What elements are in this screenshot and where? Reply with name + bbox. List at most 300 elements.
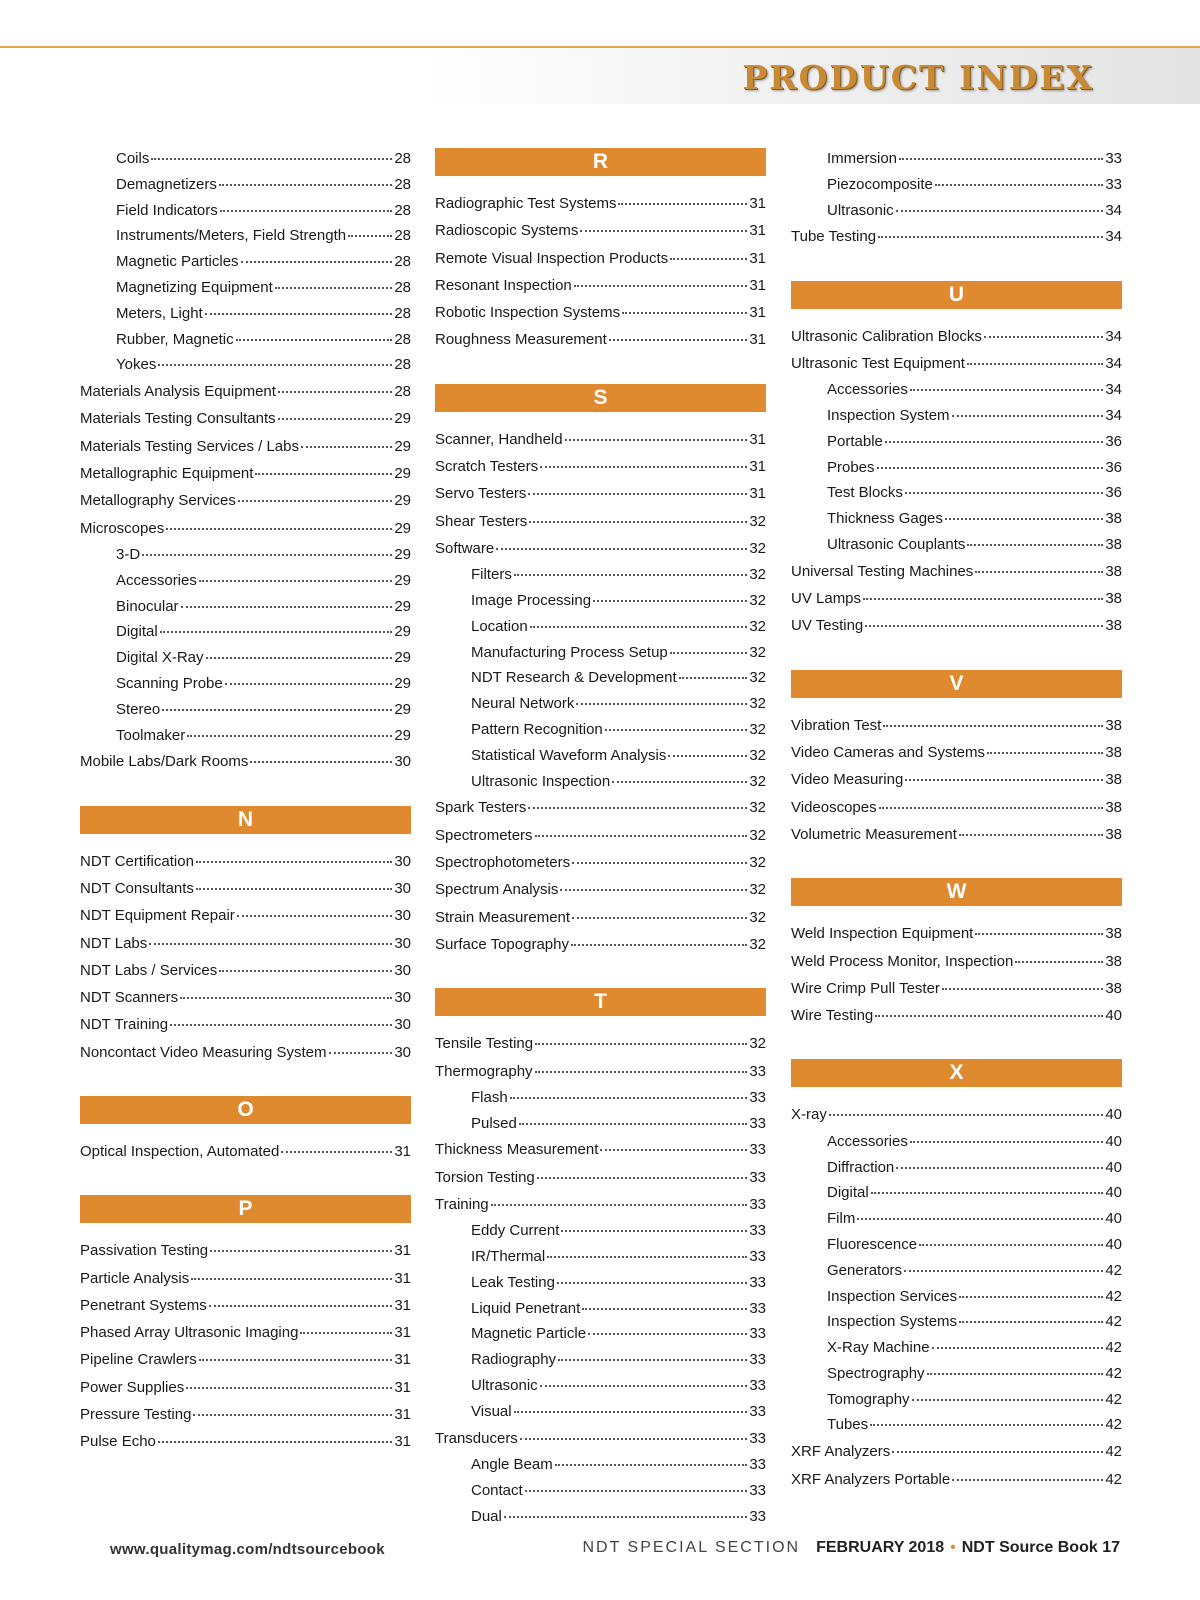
dot-leader [180,997,392,999]
dot-leader [896,210,1104,212]
dot-leader [878,236,1103,238]
entry-name: Inspection Services [827,1287,958,1305]
entry-page-number: 40 [1105,1235,1122,1253]
index-subentry [435,665,766,691]
index-entry [791,920,1122,947]
index-entry [791,1438,1122,1465]
entry-page-number: 32 [749,512,766,530]
footer-separator: • [950,1539,956,1556]
entry-page-number: 29 [394,545,411,563]
entry-name: Spectrum Analysis [435,881,559,899]
entry-page-number: 29 [394,465,411,483]
dot-leader [870,1424,1103,1426]
index-subentry [435,588,766,614]
dot-leader [142,554,392,556]
entry-page-number: 33 [749,1222,766,1240]
entry-name: Video Measuring [791,771,904,789]
dot-leader [942,988,1103,990]
entry-page-number: 28 [394,253,411,271]
dot-leader [535,835,748,837]
entry-name: Location [471,617,528,635]
index-subentry [791,377,1122,403]
entry-name: NDT Scanners [80,989,179,1007]
index-subentry [80,697,411,723]
dot-leader [605,729,748,731]
footer-date: FEBRUARY 2018 [816,1539,945,1556]
index-subentry [791,1129,1122,1155]
entry-page-number: 30 [394,961,411,979]
index-subentry [435,1270,766,1296]
entry-page-number: 32 [749,746,766,764]
dot-leader [896,1167,1103,1169]
index-entry [80,460,411,487]
entry-name: Probes [827,458,875,476]
index-subentry [80,301,411,327]
entry-page-number: 34 [1105,381,1122,399]
entry-page-number: 42 [1105,1313,1122,1331]
entry-name: Liquid Penetrant [471,1299,581,1317]
footer-section: NDT SPECIAL SECTION [582,1539,801,1556]
dot-leader [919,1244,1103,1246]
entry-name: IR/Thermal [471,1248,546,1266]
entry-name: Digital [116,623,158,641]
entry-page-number: 31 [749,458,766,476]
dot-leader [871,1192,1104,1194]
dot-leader [572,917,747,919]
dot-leader [967,363,1103,365]
index-subentry [435,1111,766,1137]
index-subentry [791,1387,1122,1413]
index-subentry [435,769,766,795]
entry-page-number: 38 [1105,536,1122,554]
section-header-p: P [80,1195,411,1223]
entry-name: Generators [827,1261,903,1279]
entry-name: NDT Consultants [80,879,194,897]
index-subentry [80,172,411,198]
index-entry [435,480,766,507]
entry-name: Radiographic Test Systems [435,195,617,212]
entry-page-number: 42 [1105,1443,1122,1461]
dot-leader [959,1321,1103,1323]
entry-name: 3-D [116,545,141,563]
entry-page-number: 32 [749,669,766,687]
entry-page-number: 30 [394,1016,411,1034]
entry-name: Pulse Echo [80,1433,156,1451]
dot-leader [612,781,747,783]
entry-name: Phased Array Ultrasonic Imaging [80,1324,299,1342]
entry-name: Wire Crimp Pull Tester [791,979,940,997]
entry-name: NDT Labs [80,934,148,952]
entry-page-number: 31 [394,1143,411,1160]
dot-leader [984,336,1103,338]
entry-page-number: 42 [1105,1470,1122,1488]
section-header-o: O [80,1096,411,1124]
entry-page-number: 31 [749,430,766,448]
entry-page-number: 28 [394,227,411,245]
dot-leader [149,943,392,945]
index-entry [80,1319,411,1346]
dot-leader [975,933,1103,935]
dot-leader [236,339,393,341]
entry-name: Pressure Testing [80,1406,192,1424]
index-subentry [80,249,411,275]
entry-page-number: 33 [749,1168,766,1186]
dot-leader [670,258,747,260]
index-entry [80,1346,411,1373]
entry-name: Wire Testing [791,1007,874,1025]
entry-page-number: 28 [394,278,411,296]
entry-name: NDT Training [80,1016,169,1034]
index-subentry [435,717,766,743]
entry-page-number: 28 [394,150,411,167]
entry-name: Materials Testing Services / Labs [80,437,299,455]
entry-page-number: 38 [1105,825,1122,843]
dot-leader [904,1270,1103,1272]
index-subentry [80,723,411,749]
entry-page-number: 42 [1105,1364,1122,1382]
entry-name: Ultrasonic Test Equipment [791,354,965,372]
entry-page-number: 31 [394,1324,411,1342]
section-header-t: T [435,988,766,1016]
index-entry [80,1039,411,1066]
entry-name: Microscopes [80,519,165,537]
entry-page-number: 31 [394,1433,411,1451]
index-entry [435,931,766,958]
entry-page-number: 28 [394,330,411,348]
dot-leader [158,1441,392,1443]
index-entry [80,378,411,405]
index-entry [435,904,766,931]
dot-leader [952,415,1104,417]
entry-page-number: 38 [1105,562,1122,580]
index-subentry [791,506,1122,532]
entry-name: Digital [827,1184,869,1202]
entry-page-number: 32 [749,935,766,953]
entry-page-number: 38 [1105,510,1122,528]
entry-name: Tubes [827,1416,869,1434]
index-subentry [791,1335,1122,1361]
index-subentry [435,1504,766,1530]
index-subentry [791,1309,1122,1335]
entry-name: X-Ray Machine [827,1339,930,1357]
entry-page-number: 30 [394,852,411,870]
entry-name: X-ray [791,1106,827,1124]
index-entry [791,323,1122,350]
dot-leader [959,834,1103,836]
entry-page-number: 32 [749,539,766,557]
entry-page-number: 33 [749,1088,766,1106]
dot-leader [241,261,393,263]
entry-page-number: 33 [749,1273,766,1291]
dot-leader [558,1359,747,1361]
entry-page-number: 31 [394,1378,411,1396]
index-entry [791,794,1122,821]
entry-page-number: 31 [394,1269,411,1287]
entry-page-number: 28 [394,304,411,322]
entry-page-number: 29 [394,597,411,615]
index-entry [435,1030,766,1057]
dot-leader [225,683,393,685]
entry-page-number: 33 [749,1351,766,1369]
entry-page-number: 31 [749,304,766,322]
dot-leader [600,1149,747,1151]
section-header-r: R [435,148,766,176]
footer-url[interactable]: www.qualitymag.com/ndtsourcebook [110,1541,385,1558]
entry-name: NDT Certification [80,852,194,870]
entry-page-number: 28 [394,175,411,193]
dot-leader [191,1278,392,1280]
index-subentry [80,645,411,671]
index-entry [80,433,411,460]
dot-leader [187,735,392,737]
entry-page-number: 33 [749,1325,766,1343]
dot-leader [829,1114,1103,1116]
dot-leader [528,493,747,495]
index-entry [80,405,411,432]
index-subentry [435,691,766,717]
index-entry [80,1401,411,1428]
dot-leader [857,1218,1103,1220]
entry-page-number: 40 [1105,1007,1122,1025]
dot-leader [540,466,747,468]
entry-name: Universal Testing Machines [791,562,974,580]
index-subentry [80,327,411,353]
entry-page-number: 29 [394,726,411,744]
index-entry [435,849,766,876]
dot-leader [219,970,392,972]
entry-name: Mobile Labs/Dark Rooms [80,753,249,771]
dot-leader [496,548,747,550]
dot-leader [520,1438,748,1440]
index-subentry [791,455,1122,481]
dot-leader [875,1015,1103,1017]
index-entry [435,1136,766,1163]
index-column-2 [435,146,766,1529]
entry-page-number: 29 [394,623,411,641]
section-header-v: V [791,670,1122,698]
entry-name: Tomography [827,1390,910,1408]
index-entry [435,453,766,480]
entry-name: Filters [471,566,512,584]
dot-leader [170,1024,392,1026]
entry-name: Surface Topography [435,935,569,953]
dot-leader [219,184,392,186]
dot-leader [574,285,748,287]
entry-page-number: 29 [394,700,411,718]
index-entry [80,1374,411,1401]
index-subentry [791,1206,1122,1232]
entry-name: Thickness Measurement [435,1141,599,1159]
index-entry [791,712,1122,739]
entry-name: Scanner, Handheld [435,430,563,448]
dot-leader [910,1141,1103,1143]
entry-name: Spectrophotometers [435,854,571,872]
dot-leader [622,312,747,314]
entry-name: Spectrography [827,1364,925,1382]
entry-page-number: 40 [1105,1184,1122,1202]
entry-name: Pipeline Crawlers [80,1351,197,1369]
entry-name: Transducers [435,1429,518,1447]
index-subentry [80,568,411,594]
dot-leader [668,755,747,757]
dot-leader [892,1451,1103,1453]
index-entry [435,245,766,272]
entry-name: Field Indicators [116,201,218,219]
entry-name: Manufacturing Process Setup [471,643,668,661]
dot-leader [618,203,747,205]
dot-leader [557,1282,747,1284]
entry-name: Pattern Recognition [471,721,603,739]
index-entry [791,739,1122,766]
dot-leader [237,915,393,917]
index-subentry [80,542,411,568]
index-entry [80,1265,411,1292]
dot-leader [932,1347,1104,1349]
index-entry [435,535,766,562]
dot-leader [514,574,747,576]
dot-leader [863,598,1103,600]
dot-leader [561,1230,747,1232]
entry-page-number: 36 [1105,432,1122,450]
index-entry [435,1058,766,1085]
entry-page-number: 36 [1105,458,1122,476]
entry-name: UV Testing [791,617,864,635]
entry-page-number: 34 [1105,228,1122,246]
entry-page-number: 32 [749,1035,766,1053]
index-entry [791,766,1122,793]
entry-page-number: 40 [1105,1132,1122,1150]
footer-info [582,1539,1120,1557]
entry-page-number: 38 [1105,798,1122,816]
entry-name: Volumetric Measurement [791,825,957,843]
entry-name: Remote Visual Inspection Products [435,249,669,267]
index-entry [791,585,1122,612]
entry-page-number: 33 [1105,175,1122,193]
index-subentry [80,671,411,697]
dot-leader [278,418,393,420]
entry-name: Scanning Probe [116,674,223,692]
dot-leader [196,888,392,890]
dot-leader [348,235,392,237]
entry-name: Metallography Services [80,492,236,510]
index-subentry [80,594,411,620]
entry-name: Demagnetizers [116,175,217,193]
entry-name: Accessories [827,1132,908,1150]
entry-name: Digital X-Ray [116,649,204,667]
entry-name: Materials Analysis Equipment [80,383,276,401]
entry-page-number: 38 [1105,925,1122,943]
footer-page-number: 17 [1102,1539,1120,1556]
index-subentry [435,1296,766,1322]
entry-page-number: 31 [749,195,766,212]
dot-leader [540,1385,748,1387]
index-subentry [80,352,411,378]
entry-page-number: 30 [394,934,411,952]
dot-leader [609,339,748,341]
entry-page-number: 31 [749,222,766,240]
entry-page-number: 28 [394,383,411,401]
index-entry [435,1191,766,1218]
dot-leader [205,313,393,315]
entry-page-number: 32 [749,881,766,899]
entry-name: Software [435,539,495,557]
dot-leader [975,571,1103,573]
index-entry [435,217,766,244]
entry-name: Resonant Inspection [435,276,572,294]
dot-leader [593,600,747,602]
index-entry [791,975,1122,1002]
dot-leader [529,521,747,523]
entry-name: Tube Testing [791,228,877,246]
entry-name: Power Supplies [80,1378,185,1396]
entry-name: XRF Analyzers [791,1443,891,1461]
entry-name: Thickness Gages [827,510,943,528]
entry-page-number: 29 [394,519,411,537]
dot-leader [967,544,1103,546]
dot-leader [879,807,1104,809]
dot-leader [883,725,1103,727]
index-subentry [80,198,411,224]
entry-page-number: 29 [394,437,411,455]
dot-leader [679,677,748,679]
index-entry [791,1002,1122,1029]
index-entry [791,948,1122,975]
dot-leader [571,944,747,946]
entry-name: Coils [116,150,150,167]
entry-page-number: 33 [749,1481,766,1499]
entry-page-number: 31 [749,276,766,294]
entry-page-number: 38 [1105,744,1122,762]
entry-name: Film [827,1210,856,1228]
dot-leader [877,467,1104,469]
dot-leader [927,1373,1104,1375]
dot-leader [255,473,392,475]
index-entry [80,875,411,902]
dot-leader [193,1414,392,1416]
entry-page-number: 30 [394,907,411,925]
entry-page-number: 29 [394,410,411,428]
dot-leader [865,625,1103,627]
entry-page-number: 32 [749,721,766,739]
index-entry [80,984,411,1011]
entry-page-number: 32 [749,643,766,661]
entry-name: Robotic Inspection Systems [435,304,621,322]
index-subentry [791,532,1122,558]
entry-name: Passivation Testing [80,1242,209,1260]
dot-leader [560,889,747,891]
index-column-3 [791,146,1122,1493]
index-entry [791,821,1122,848]
dot-leader [250,761,392,763]
entry-name: XRF Analyzers Portable [791,1470,951,1488]
index-subentry [435,1085,766,1111]
index-subentry [791,403,1122,429]
entry-name: Magnetizing Equipment [116,278,273,296]
entry-page-number: 33 [749,1455,766,1473]
index-entry [435,426,766,453]
entry-page-number: 42 [1105,1416,1122,1434]
index-subentry [791,1361,1122,1387]
entry-page-number: 42 [1105,1339,1122,1357]
entry-name: Leak Testing [471,1273,555,1291]
entry-page-number: 32 [749,772,766,790]
entry-name: Training [435,1196,489,1213]
section-header-u: U [791,281,1122,309]
index-subentry [791,1232,1122,1258]
entry-name: Scratch Testers [435,458,539,476]
entry-name: Penetrant Systems [80,1296,207,1314]
entry-page-number: 38 [1105,979,1122,997]
